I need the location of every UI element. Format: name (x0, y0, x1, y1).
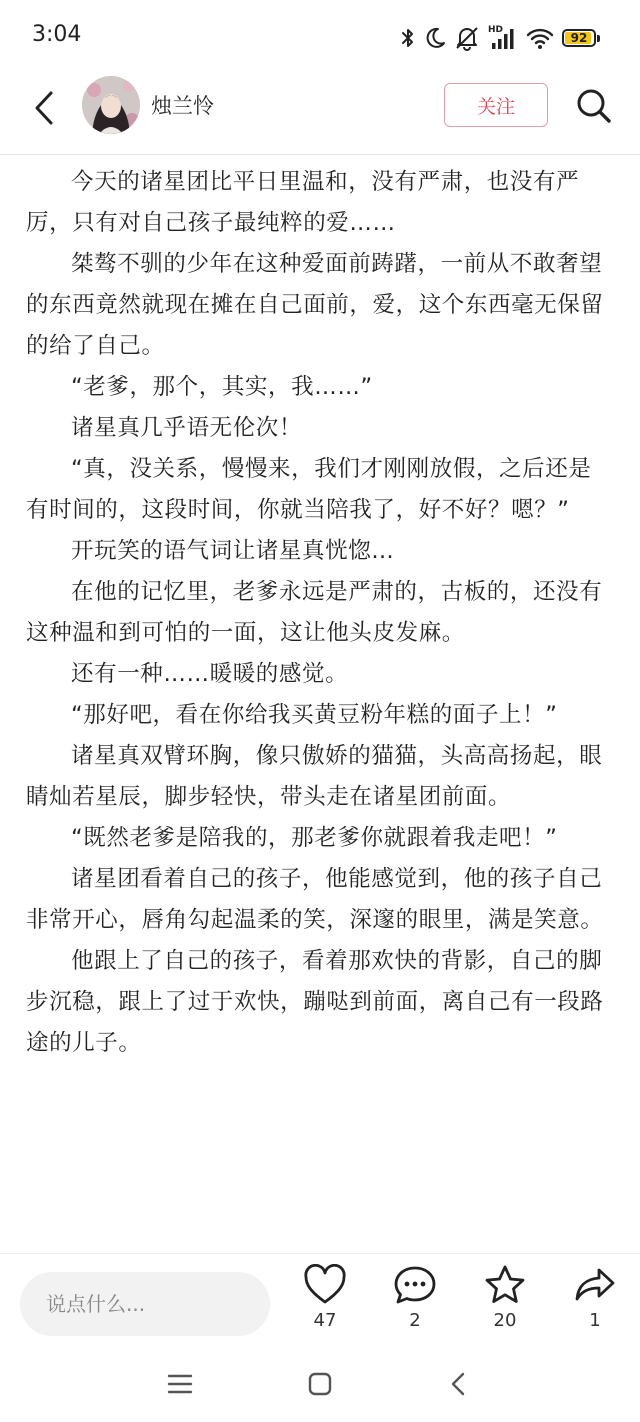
battery-level: 92 (570, 31, 588, 45)
system-nav-bar (0, 1353, 640, 1422)
back-arrow-icon (32, 90, 56, 126)
paragraph: “老爹，那个，其实，我……” (71, 374, 373, 400)
network-label: HD (488, 25, 504, 35)
back-button[interactable] (22, 86, 66, 130)
like-button[interactable] (290, 1264, 360, 1331)
status-bar (0, 0, 640, 72)
action-bar (0, 1253, 640, 1354)
menu-button[interactable] (160, 1367, 200, 1401)
paragraph: 桀骜不驯的少年在这种爱面前踌躇，一前从不敢奢望的东西竟然就现在摊在自己面前，爱，这个东西毫无保留的给了自己。 (26, 251, 604, 359)
comment-count: 2 (409, 1310, 421, 1331)
like-count: 47 (313, 1310, 337, 1331)
paragraph: “那好吧，看在你给我买黄豆粉年糕的面子上！” (71, 702, 558, 728)
comment-bubble-icon (392, 1264, 438, 1306)
heart-icon (303, 1264, 347, 1306)
article-header (0, 72, 640, 155)
menu-icon (167, 1373, 193, 1395)
paragraph: 诸星团看着自己的孩子，他能感觉到，他的孩子自己非常开心，唇角勾起温柔的笑，深邃的眼里，满是笑意。 (26, 866, 604, 933)
search-icon (575, 87, 613, 125)
back-triangle-icon (448, 1371, 468, 1397)
paragraph: 在他的记忆里，老爹永远是严肃的，古板的，还没有这种温和到可怕的一面，这让他头皮发麻。 (26, 579, 603, 646)
share-arrow-icon (573, 1264, 617, 1306)
paragraph: 今天的诸星团比平日里温和，没有严肃，也没有严厉，只有对自己孩子最纯粹的爱…… (26, 169, 580, 236)
home-square-icon (307, 1371, 333, 1397)
follow-button[interactable]: 关注 (444, 83, 548, 127)
share-count: 1 (589, 1310, 601, 1331)
avatar[interactable] (82, 76, 140, 134)
search-button[interactable] (572, 84, 616, 128)
paragraph: “真，没关系，慢慢来，我们才刚刚放假，之后还是有时间的，这段时间，你就当陪我了，好不好？嗯？” (26, 456, 592, 523)
paragraph: 诸星真几乎语无伦次！ (71, 415, 303, 441)
comment-input[interactable] (20, 1272, 270, 1336)
favorite-button[interactable] (470, 1264, 540, 1331)
paragraph: 还有一种……暖暖的感觉。 (71, 661, 349, 687)
share-button[interactable] (560, 1264, 630, 1331)
mute-bell-icon (454, 25, 480, 51)
signal-icon (488, 25, 518, 51)
author-name[interactable]: 烛兰怜 (151, 94, 214, 118)
moon-icon (424, 26, 446, 50)
status-icons (400, 24, 600, 52)
paragraph: 开玩笑的语气词让诸星真恍惚… (71, 538, 395, 564)
favorite-count: 20 (493, 1310, 517, 1331)
paragraph: 他跟上了自己的孩子，看着那欢快的背影，自己的脚步沉稳，跟上了过于欢快，蹦哒到前面，离自己有一段路途的儿子。 (26, 948, 604, 1056)
status-time: 3:04 (32, 22, 82, 47)
paragraph: “既然老爹是陪我的，那老爹你就跟着我走吧！” (71, 825, 558, 851)
nav-back-button[interactable] (438, 1367, 478, 1401)
star-icon (483, 1264, 527, 1306)
paragraph: 诸星真双臂环胸，像只傲娇的猫猫，头高高扬起，眼睛灿若星辰，脚步轻快，带头走在诸星团前面。 (26, 743, 603, 810)
article-body (26, 162, 604, 1252)
comment-button[interactable] (380, 1264, 450, 1331)
bluetooth-icon (400, 26, 416, 50)
home-button[interactable] (300, 1367, 340, 1401)
wifi-icon (526, 26, 554, 50)
battery-icon (562, 29, 600, 47)
